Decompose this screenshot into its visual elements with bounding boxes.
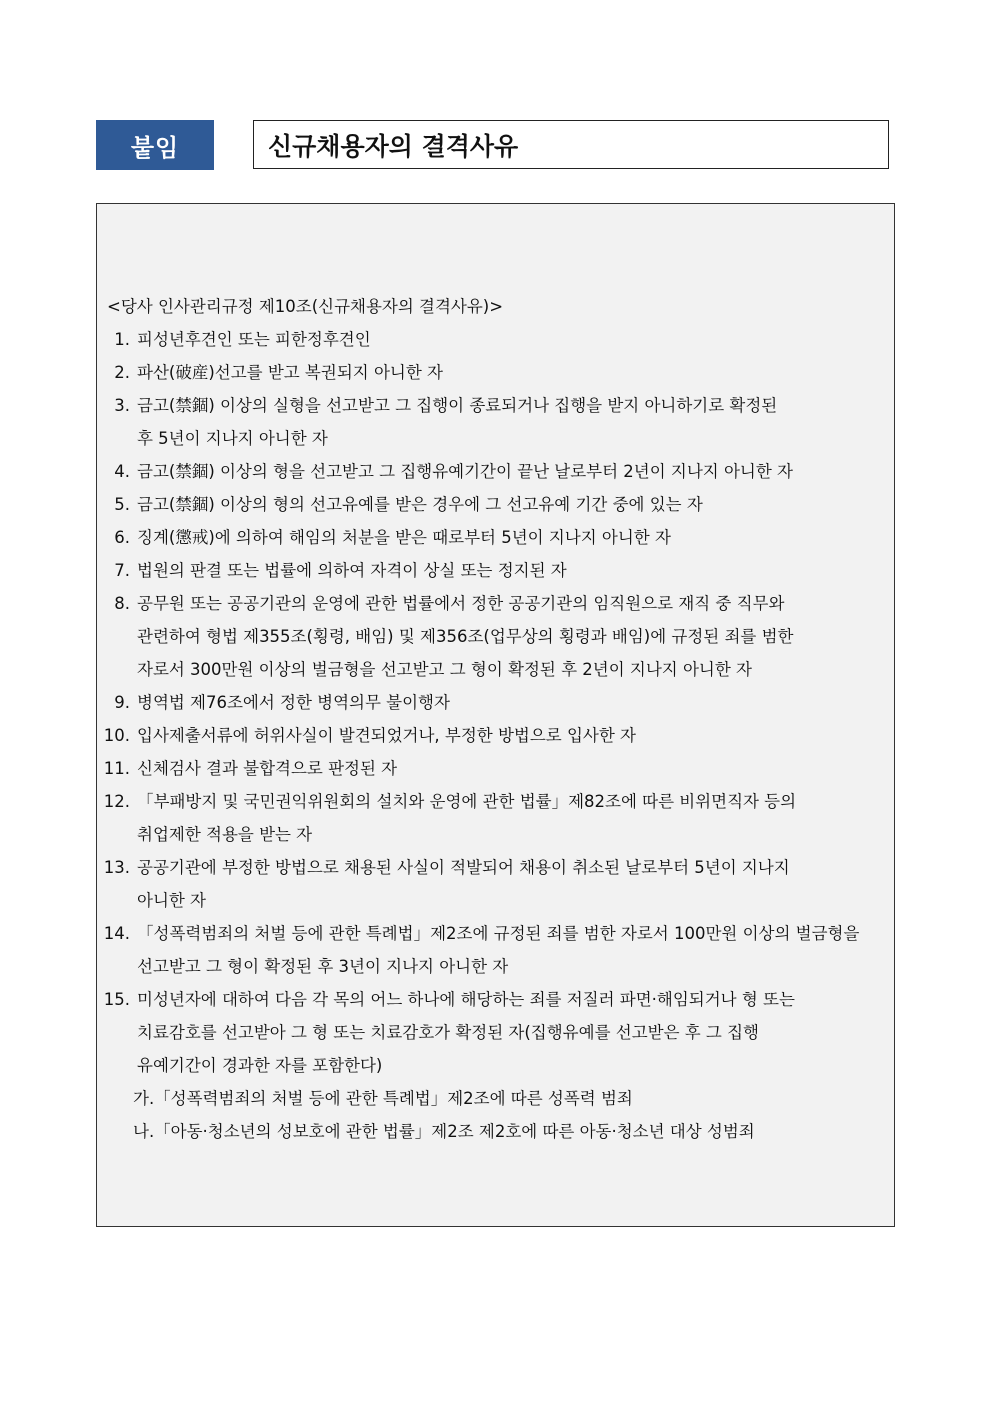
list-item-text-line: 「부패방지 및 국민권익위원회의 설치와 운영에 관한 법률」제82조에 따른 비위면직자 등의: [137, 792, 797, 811]
list-item: [97, 356, 896, 389]
list-item-text-line: 법원의 판결 또는 법률에 의하여 자격이 상실 또는 정지된 자: [137, 561, 567, 580]
list-item-text-line: 징계(懲戒)에 의하여 해임의 처분을 받은 때로부터 5년이 지나지 아니한 자: [137, 528, 671, 547]
sub-item-text: 나.「아동·청소년의 성보호에 관한 법률」제2조 제2호에 따른 아동·청소년 대상 성범죄: [133, 1122, 755, 1141]
list-item-number: 1.: [114, 330, 130, 349]
list-item-text-line: 금고(禁錮) 이상의 형의 선고유예를 받은 경우에 그 선고유예 기간 중에 있는 자: [137, 495, 703, 514]
list-item-text-line: 공무원 또는 공공기관의 운영에 관한 법률에서 정한 공공기관의 임직원으로 재직 중 직무와: [137, 594, 785, 613]
list-item: [97, 521, 896, 554]
list-item-text-line: 입사제출서류에 허위사실이 발견되었거나, 부정한 방법으로 입사한 자: [137, 726, 636, 745]
list-item-number: 8.: [114, 594, 130, 613]
list-item: [97, 554, 896, 587]
list-item-text-line: 병역법 제76조에서 정한 병역의무 불이행자: [137, 693, 450, 712]
list-item-text-line: 유예기간이 경과한 자를 포함한다): [137, 1056, 383, 1075]
sub-item: [97, 1082, 896, 1115]
list-item-text-line: 금고(禁錮) 이상의 형을 선고받고 그 집행유예기간이 끝난 날로부터 2년이 지나지 아니한 자: [137, 462, 793, 481]
attachment-badge: [96, 120, 214, 170]
list-item-text-line: 관련하여 형법 제355조(횡령, 배임) 및 제356조(업무상의 횡령과 배임)에 규정된 죄를 범한: [137, 627, 794, 646]
page-title: 신규채용자의 결격사유: [268, 131, 519, 161]
list-item-number: 9.: [114, 693, 130, 712]
sub-item-text: 가.「성폭력범죄의 처벌 등에 관한 특례법」제2조에 따른 성폭력 범죄: [133, 1089, 633, 1108]
list-item-text-line: 아니한 자: [137, 891, 207, 910]
list-item-number: 6.: [114, 528, 130, 547]
list-item-text-line: 치료감호를 선고받아 그 형 또는 치료감호가 확정된 자(집행유예를 선고받은 후 그 집행: [137, 1023, 759, 1042]
list-item-number: 12.: [103, 792, 130, 811]
list-item-number: 4.: [114, 462, 130, 481]
list-item-text-line: 금고(禁錮) 이상의 실형을 선고받고 그 집행이 종료되거나 집행을 받지 아니하기로 확정된: [137, 396, 778, 415]
list-item-number: 5.: [114, 495, 130, 514]
list-item-text-line: 파산(破産)선고를 받고 복권되지 아니한 자: [137, 363, 443, 382]
list-item-number: 11.: [103, 759, 130, 778]
list-item: [97, 455, 896, 488]
disqualification-list: [97, 323, 896, 1148]
list-item-number: 7.: [114, 561, 130, 580]
list-item-text-line: 미성년자에 대하여 다음 각 목의 어느 하나에 해당하는 죄를 저질러 파면·해임되거나 형 또는: [137, 990, 795, 1009]
list-item-text-line: 후 5년이 지나지 아니한 자: [137, 429, 328, 448]
list-item-text-line: 취업제한 적용을 받는 자: [137, 825, 313, 844]
list-item-number: 10.: [103, 726, 130, 745]
page-title-box: [253, 120, 889, 169]
list-item-text-line: 자로서 300만원 이상의 벌금형을 선고받고 그 형이 확정된 후 2년이 지나지 아니한 자: [137, 660, 752, 679]
list-item-text-line: 선고받고 그 형이 확정된 후 3년이 지나지 아니한 자: [137, 957, 509, 976]
list-item: [97, 785, 896, 851]
list-item-text-line: 피성년후견인 또는 피한정후견인: [137, 330, 371, 349]
list-item: [97, 389, 896, 455]
list-item-number: 3.: [114, 396, 130, 415]
list-item: [97, 488, 896, 521]
list-item: [97, 851, 896, 917]
list-item: [97, 686, 896, 719]
list-item: [97, 323, 896, 356]
attachment-badge-label: 붙임: [130, 133, 180, 162]
list-item-text-line: 「성폭력범죄의 처벌 등에 관한 특례법」제2조에 규정된 죄를 범한 자로서 100만원 이상의 벌금형을: [137, 924, 860, 943]
list-item: [97, 752, 896, 785]
sub-item: [97, 1115, 896, 1148]
list-item-number: 2.: [114, 363, 130, 382]
list-item: [97, 587, 896, 686]
list-item-text-line: 신체검사 결과 불합격으로 판정된 자: [137, 759, 398, 778]
disqualification-content-box: [96, 203, 895, 1227]
list-item: [97, 719, 896, 752]
list-item-number: 15.: [103, 990, 130, 1009]
list-item: [97, 917, 896, 983]
list-item-text-line: 공공기관에 부정한 방법으로 채용된 사실이 적발되어 채용이 취소된 날로부터 5년이 지나지: [137, 858, 790, 877]
list-item-number: 13.: [103, 858, 130, 877]
regulation-heading: <당사 인사관리규정 제10조(신규채용자의 결격사유)>: [107, 297, 504, 316]
list-item: [97, 983, 896, 1082]
list-item-number: 14.: [103, 924, 130, 943]
